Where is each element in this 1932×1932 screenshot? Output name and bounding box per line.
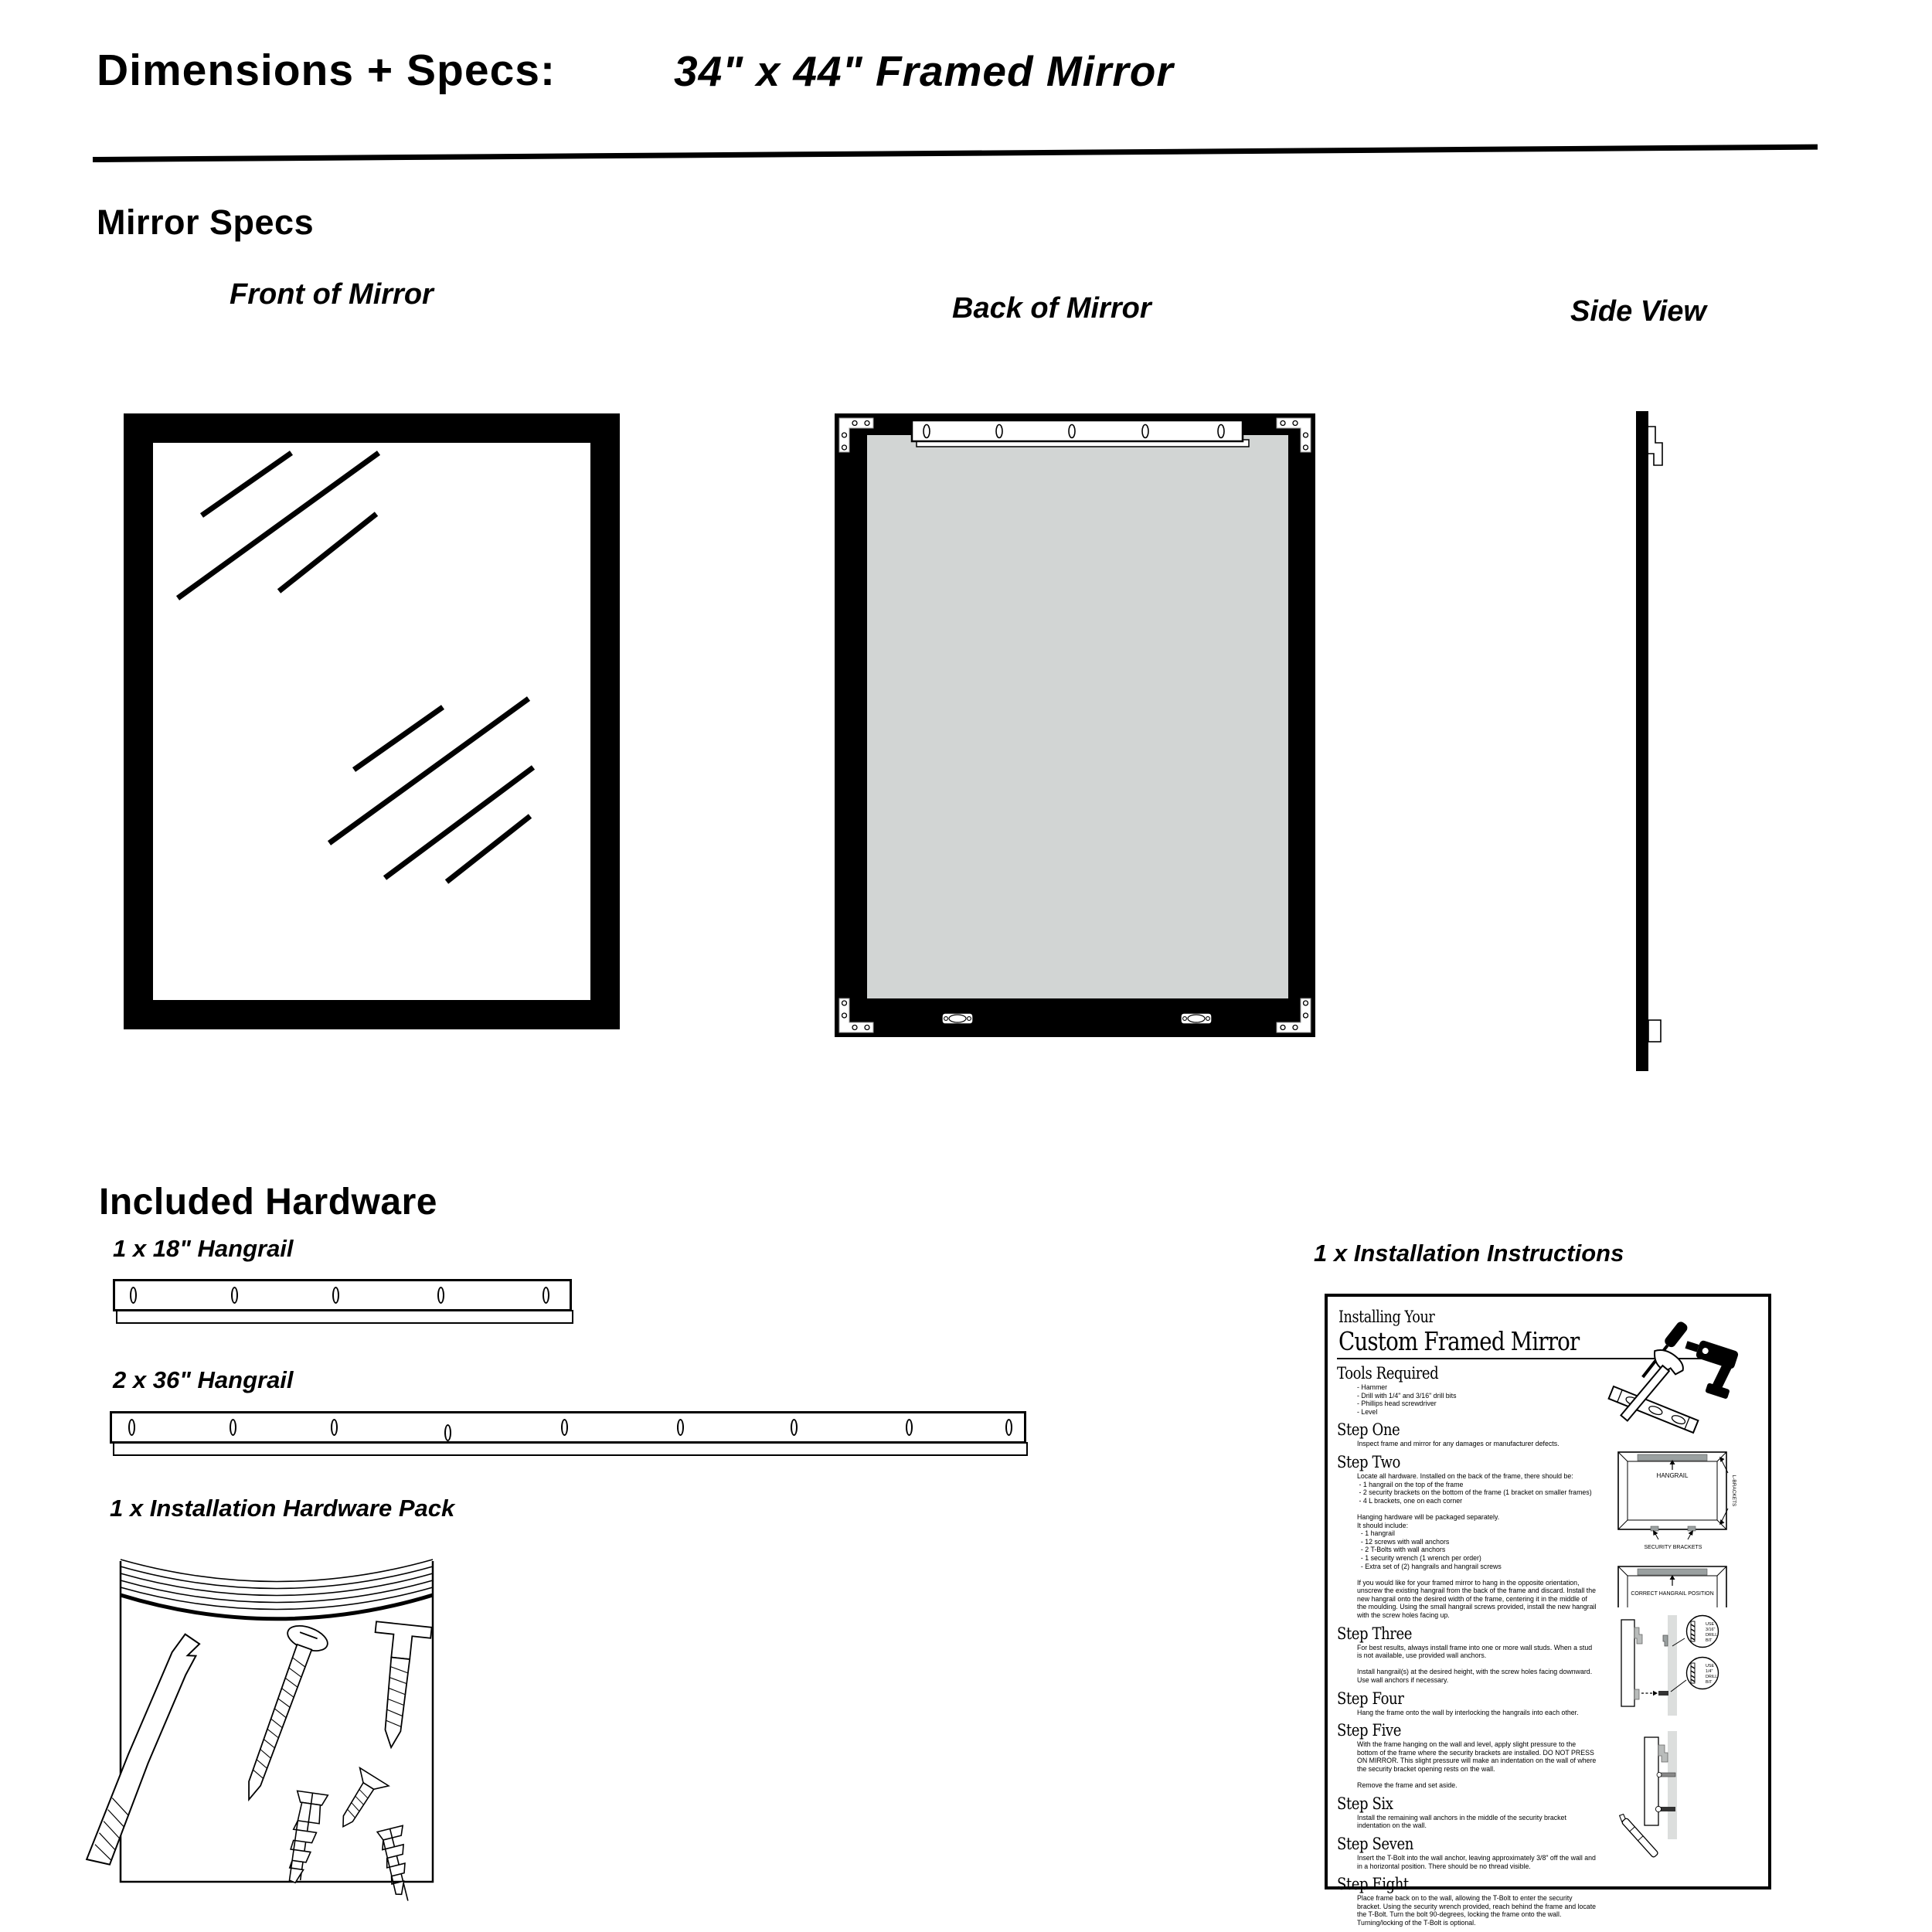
mirror-backing <box>867 435 1288 998</box>
step-heading: Step Seven <box>1337 1834 1413 1853</box>
wall-install-diagram-2 <box>1611 1730 1742 1853</box>
step-body: Install the remaining wall anchors in the middle of the security bracket indentation on the wall. <box>1357 1813 1569 1830</box>
step-heading: Step Two <box>1337 1452 1400 1471</box>
hangrail36-drawing <box>110 1411 1026 1459</box>
svg-text:3/16": 3/16" <box>1706 1628 1716 1632</box>
svg-text:DRILL: DRILL <box>1706 1633 1718 1638</box>
back-hangrail <box>912 420 1243 441</box>
side-hangrail-hook <box>1648 427 1662 465</box>
step-body: For best results, always install frame into one or more wall studs. When a stud is not available, use provided wall anchors. Install hangrail(s) at the desired height, with the screw holes facing downward. Use wall anchors if necessary. <box>1357 1643 1593 1685</box>
diagram-security-brackets-label: SECURITY BRACKETS <box>1644 1545 1702 1550</box>
hangrail18-drawing <box>113 1279 572 1327</box>
side-view-label: Side View <box>1570 295 1706 328</box>
front-mirror-drawing <box>124 413 620 1029</box>
svg-text:DRILL: DRILL <box>1706 1675 1718 1679</box>
svg-text:USE: USE <box>1706 1622 1715 1627</box>
level-icon <box>1609 1386 1699 1433</box>
frame-hardware-diagram <box>1611 1448 1737 1556</box>
sheet-title-line1: Installing Your <box>1338 1308 1435 1326</box>
wall-strip <box>1668 1615 1677 1716</box>
step-heading: Step Six <box>1337 1794 1393 1813</box>
step-body: Insert the T-Bolt into the wall anchor, leaving approximately 3/8" off the wall and in a horizontal position. There should be no thread visible. <box>1357 1853 1598 1870</box>
side-view-drawing <box>1627 408 1673 1074</box>
step-heading: Step Four <box>1337 1689 1404 1708</box>
svg-text:1/4": 1/4" <box>1706 1669 1713 1674</box>
side-security-bracket <box>1648 1020 1661 1042</box>
frame-side-profile <box>1621 1620 1634 1706</box>
hardware-pack-label: 1 x Installation Hardware Pack <box>110 1495 455 1522</box>
instructions-diagram-column <box>1604 1297 1771 1888</box>
front-view-label: Front of Mirror <box>230 278 434 311</box>
step-body: Hang the frame onto the wall by interlocking the hangrails into each other. <box>1357 1708 1579 1716</box>
instructions-label: 1 x Installation Instructions <box>1314 1240 1624 1267</box>
sheet-title-line2: Custom Framed Mirror <box>1338 1326 1580 1356</box>
header-divider <box>93 145 1818 162</box>
hangrail36-label: 2 x 36" Hangrail <box>113 1366 294 1393</box>
page-title: Dimensions + Specs: <box>97 46 556 95</box>
step-heading: Step Three <box>1337 1624 1413 1643</box>
tools-illustration <box>1612 1318 1767 1442</box>
step-heading: Step Eight <box>1337 1875 1409 1894</box>
step-body: Locate all hardware. Installed on the back of the frame, there should be: - 1 hangrail on the top of the frame - 2 security brackets on the bottom of the frame (1 bracket on smaller frames) - 4 L brackets, one on each corner Hanging hardware will be packaged separately. It should include: - 1 hangrail - 12 screws with wall anchors - 2 T-Bolts with wall anchors - 1 security wrench (1 wrench per order) - Extra set of (2) hangrails and hangrail screws If you would like for your framed mirror to hang in the opposite orientation, unscrew the existing hangrail from the back of the frame and discard. Install the new hangrail onto the desired width of the frame, centering it in the middle of the moulding. Using the small hangrail screws provided, install the new hangrail with the screw holes facing up. <box>1357 1471 1597 1620</box>
page-subtitle: 34" x 44" Framed Mirror <box>674 47 1174 95</box>
installation-instructions-sheet <box>1325 1294 1771 1927</box>
back-mirror-drawing <box>835 413 1315 1037</box>
included-hardware-heading: Included Hardware <box>99 1182 437 1223</box>
drill-icon <box>1674 1336 1742 1400</box>
step-heading: Step One <box>1337 1420 1400 1440</box>
back-view-label: Back of Mirror <box>952 292 1151 325</box>
diagram-l-brackets-label: L-BRACKETS <box>1731 1475 1736 1507</box>
correct-position-label: CORRECT HANGRAIL POSITION <box>1631 1591 1714 1597</box>
step-body: Place frame back on to the wall, allowing the T-Bolt to enter the security bracket. Using the security wrench provided, reach behind the frame and locate the T-Bolt. Turn the bolt 90-degrees, locking the frame onto the wall. Turning/locking of the T-Bolt is optional. <box>1357 1894 1598 1927</box>
diagram-hangrail-label: HANGRAIL <box>1656 1472 1689 1479</box>
drill-bit-inset-316 <box>1672 1616 1719 1648</box>
svg-text:USE: USE <box>1706 1664 1715 1668</box>
step-body: With the frame hanging on the wall and level, apply slight pressure to the bottom of the frame where the security brackets are installed. DO NOT PRESS ON MIRROR. This slight pressure will make an indentation on the wall of where the security bracket opening rests on the wall. Remove the frame and set aside. <box>1357 1740 1597 1790</box>
correct-hangrail-diagram <box>1611 1563 1737 1609</box>
tools-required-heading: Tools Required <box>1337 1364 1439 1383</box>
wall-install-diagram-1 <box>1611 1615 1742 1725</box>
svg-text:BIT: BIT <box>1706 1680 1713 1685</box>
hardware-pack-drawing <box>116 1552 437 1884</box>
tools-required-list: - Hammer - Drill with 1/4" and 3/16" drill bits - Phillips head screwdriver - Level <box>1357 1383 1457 1416</box>
diagram-hangrail-bar <box>1638 1454 1707 1461</box>
svg-text:BIT: BIT <box>1706 1638 1713 1643</box>
step-heading: Step Five <box>1337 1721 1401 1740</box>
drill-bit-inset-14 <box>1671 1658 1719 1692</box>
step-body: Inspect frame and mirror for any damages or manufacturer defects. <box>1357 1440 1560 1448</box>
hangrail18-label: 1 x 18" Hangrail <box>113 1235 294 1262</box>
mirror-specs-heading: Mirror Specs <box>97 202 315 242</box>
instructions-text-column <box>1328 1304 1606 1929</box>
